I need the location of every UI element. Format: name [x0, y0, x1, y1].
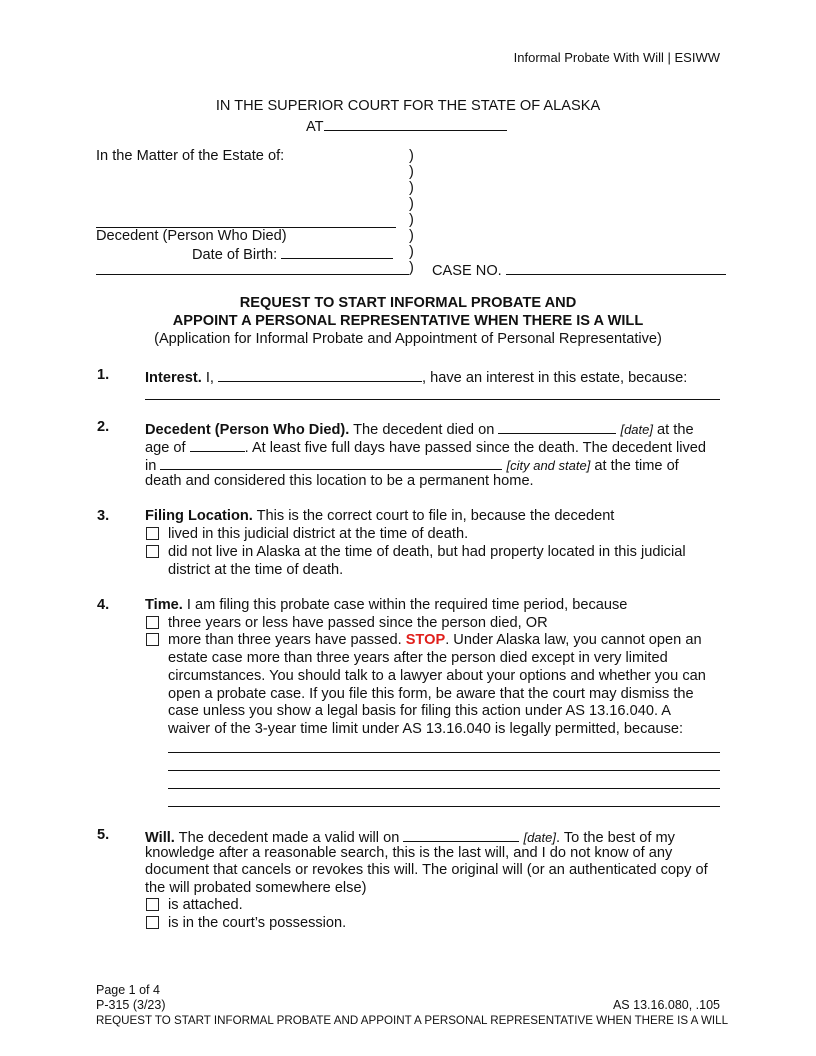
city-state-blank[interactable]	[160, 455, 502, 470]
section-5-line: document that cancels or revokes this will. The original will (or an authenticated copy of	[145, 862, 708, 878]
waiver-reason-blank[interactable]	[168, 788, 720, 789]
court-heading: IN THE SUPERIOR COURT FOR THE STATE OF ALASKA	[215, 98, 601, 114]
age-blank[interactable]	[190, 437, 245, 452]
section-2-text: at the time of	[594, 458, 679, 474]
will-date-hint: [date]	[523, 830, 556, 845]
section-2-text: at the	[657, 422, 694, 438]
section-4-text: I am filing this probate case within the required time period, because	[186, 597, 628, 613]
waiver-reason-blank[interactable]	[168, 806, 720, 807]
section-2-number: 2.	[97, 419, 110, 435]
court-at-label: AT	[306, 119, 324, 135]
court-location-blank[interactable]	[324, 116, 507, 131]
section-2-heading: Decedent (Person Who Died).	[145, 422, 350, 438]
caption-paren: )	[409, 180, 414, 196]
caption-paren: )	[409, 164, 414, 180]
lived-in-district-checkbox[interactable]	[146, 527, 159, 540]
form-title-line1: REQUEST TO START INFORMAL PROBATE AND	[239, 295, 577, 311]
section-3-text: This is the correct court to file in, because the decedent	[256, 508, 615, 524]
section-5-line: knowledge after a reasonable search, this is the last will, and I do not know of any	[145, 845, 673, 861]
case-number	[432, 260, 726, 279]
section-1-pre: I,	[205, 370, 214, 386]
date-hint: [date]	[620, 422, 653, 437]
section-5-line: the will probated somewhere else)	[145, 880, 367, 896]
will-in-court-label: is in the court’s possession.	[168, 915, 347, 931]
caption-paren: )	[409, 196, 414, 212]
section-5-text: . To the best of my	[556, 830, 675, 846]
footer-form-number: P-315 (3/23)	[96, 998, 166, 1012]
date-of-birth-label: Date of Birth:	[192, 247, 278, 263]
caption-paren: )	[409, 260, 414, 276]
section-4-number: 4.	[97, 597, 110, 613]
section-4-line: case unless you show a legal basis for filing this action under AS 13.16.040. A	[168, 703, 671, 719]
three-years-or-less-label: three years or less have passed since the person died, OR	[168, 615, 548, 631]
city-state-hint: [city and state]	[506, 458, 591, 473]
caption-paren: )	[409, 244, 414, 260]
section-2-line4: death and considered this location to be a permanent home.	[145, 473, 534, 489]
more-than-three-years-label	[168, 632, 702, 648]
date-of-birth	[192, 244, 393, 263]
section-5-number: 5.	[97, 827, 110, 843]
section-1-number: 1.	[97, 367, 110, 383]
header-form-code: Informal Probate With Will | ESIWW	[513, 50, 720, 65]
section-4-heading: Time.	[145, 597, 183, 613]
section-2-line3	[145, 455, 679, 474]
section-5-line1	[145, 827, 675, 846]
stop-warning: STOP	[405, 632, 446, 648]
will-attached-checkbox[interactable]	[146, 898, 159, 911]
property-in-district-label: did not live in Alaska at the time of death, but had property located in this judicial	[168, 544, 686, 560]
more-than-three-years-checkbox[interactable]	[146, 633, 159, 646]
caption-paren: )	[409, 212, 414, 228]
form-title-line2: APPOINT A PERSONAL REPRESENTATIVE WHEN THERE IS A WILL	[172, 313, 644, 329]
section-1-line1	[145, 367, 687, 386]
section-4-text: . Under Alaska law, you cannot open an	[445, 632, 702, 648]
death-date-blank[interactable]	[498, 419, 616, 434]
section-3-line1	[145, 508, 614, 524]
three-years-or-less-checkbox[interactable]	[146, 616, 159, 629]
interest-reason-blank[interactable]	[145, 399, 720, 400]
case-number-blank[interactable]	[506, 260, 726, 275]
case-number-label: CASE NO.	[432, 263, 502, 279]
waiver-reason-blank[interactable]	[168, 770, 720, 771]
section-3-heading: Filing Location.	[145, 508, 253, 524]
estate-matter-label: In the Matter of the Estate of:	[96, 148, 285, 164]
section-5-heading: Will.	[145, 830, 175, 846]
footer-page-number: Page 1 of 4	[96, 983, 160, 997]
section-2-line2	[145, 437, 706, 456]
will-attached-label: is attached.	[168, 897, 243, 913]
section-4-line1	[145, 597, 627, 613]
form-subtitle: (Application for Informal Probate and Appointment of Personal Representative)	[154, 331, 662, 347]
section-2-text: age of	[145, 440, 186, 456]
section-4-line: waiver of the 3-year time limit under AS 13.16.040 is legally permitted, because:	[168, 721, 684, 737]
decedent-label: Decedent (Person Who Died)	[96, 228, 287, 244]
section-4-line: circumstances. You should talk to a lawyer about your options and whether you can	[168, 668, 706, 684]
lived-in-district-label: lived in this judicial district at the time of death.	[168, 526, 469, 542]
section-2-text: . At least five full days have passed since the death. The decedent lived	[244, 440, 706, 456]
footer-statute: AS 13.16.080, .105	[612, 998, 720, 1012]
caption-paren: )	[409, 148, 414, 164]
section-4-line: open a probate case. If you file this form, be aware that the court may dismiss the	[168, 686, 694, 702]
caption-bottom-rule	[96, 274, 409, 275]
section-3-number: 3.	[97, 508, 110, 524]
section-1-heading: Interest.	[145, 370, 202, 386]
section-4-line: estate case more than three years after the person died except in very limited	[168, 650, 668, 666]
date-of-birth-blank[interactable]	[281, 244, 393, 259]
property-in-district-label-cont: district at the time of death.	[168, 562, 344, 578]
will-date-blank[interactable]	[403, 827, 519, 842]
caption-paren: )	[409, 228, 414, 244]
interest-name-blank[interactable]	[218, 367, 422, 382]
footer-form-title: REQUEST TO START INFORMAL PROBATE AND APPOINT A PERSONAL REPRESENTATIVE WHEN THERE IS A WILL	[96, 1014, 729, 1027]
will-in-court-checkbox[interactable]	[146, 916, 159, 929]
property-in-district-checkbox[interactable]	[146, 545, 159, 558]
section-2-text: The decedent died on	[353, 422, 495, 438]
waiver-reason-blank[interactable]	[168, 752, 720, 753]
court-location	[306, 116, 507, 135]
section-4-text: more than three years have passed.	[168, 632, 402, 648]
section-5-text: The decedent made a valid will on	[178, 830, 400, 846]
section-2-text: in	[145, 458, 157, 474]
section-1-post: , have an interest in this estate, because:	[422, 370, 688, 386]
section-2-line1	[145, 419, 694, 438]
